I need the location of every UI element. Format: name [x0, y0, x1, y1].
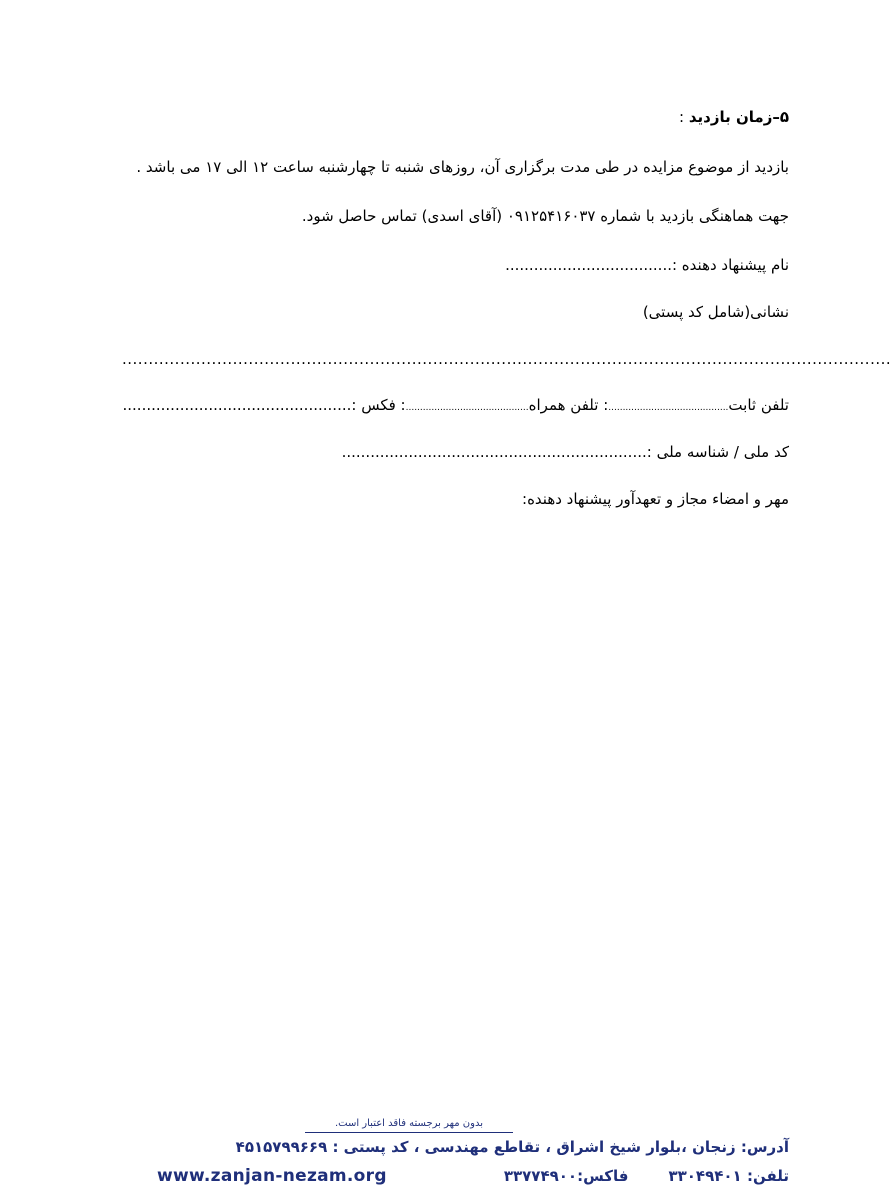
- section-heading: [679, 106, 789, 128]
- mobile-label: : تلفن همراه: [528, 396, 609, 414]
- footer-website-link[interactable]: www.zanjan-nezam.org: [157, 1166, 387, 1186]
- footer-contact: [155, 1164, 789, 1188]
- national-id-field[interactable]: ................................................................: [341, 443, 647, 461]
- address-field[interactable]: ..................................................................................................................................................: [122, 350, 891, 368]
- fax-field[interactable]: ................................................: [122, 396, 352, 414]
- section-colon: :: [679, 108, 689, 126]
- bidder-name-field[interactable]: ...................................: [505, 256, 672, 274]
- national-id-row: [342, 441, 789, 463]
- coordination-paragraph: جهت هماهنگی بازدید با شماره ۰۹۱۲۵۴۱۶۰۳۷ (آقای اسدی) تماس حاصل شود.: [301, 207, 789, 225]
- fax-label: : فکس :: [351, 396, 406, 414]
- phone-row: [123, 394, 790, 419]
- footer-phone-fax: [504, 1164, 789, 1188]
- national-id-label: کد ملی / شناسه ملی :: [646, 443, 789, 461]
- section-number: ۵–: [772, 108, 789, 126]
- footer-phone: تلفن: ۳۳۰۴۹۴۰۱: [668, 1167, 789, 1185]
- mobile-field[interactable]: ...........................................: [405, 403, 529, 413]
- footer-fax: فاکس:۳۳۷۷۴۹۰۰: [503, 1167, 629, 1185]
- landline-field[interactable]: ..........................................: [608, 403, 729, 413]
- landline-label: تلفن ثابت: [728, 396, 789, 414]
- bidder-name-label: نام پیشنهاد دهنده :: [671, 256, 789, 274]
- visit-time-paragraph: بازدید از موضوع مزایده در طی مدت برگزاری آن، روزهای شنبه تا چهارشنبه ساعت ۱۲ الی ۱۷ می باشد .: [136, 158, 789, 176]
- address-label: نشانی(شامل کد پستی): [642, 303, 789, 321]
- footer-validity-note: بدون مهر برجسته فاقد اعتبار است.: [305, 1117, 513, 1133]
- signature-label: مهر و امضاء مجاز و تعهدآور پیشنهاد دهنده:: [522, 490, 789, 508]
- section-title: زمان بازدید: [688, 108, 773, 126]
- bidder-name-row: [505, 254, 789, 276]
- footer-address: آدرس: زنجان ،بلوار شیخ اشراق ، تقاطع مهندسی ، کد پستی : ۴۵۱۵۷۹۹۶۶۹: [235, 1138, 789, 1156]
